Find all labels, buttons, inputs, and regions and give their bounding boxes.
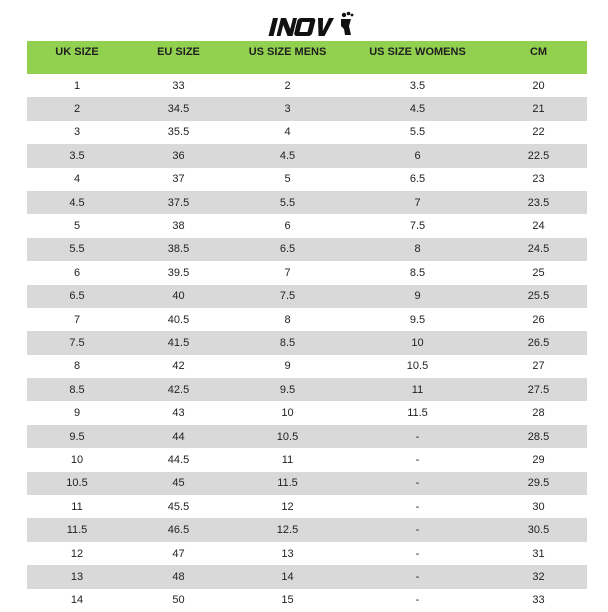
us-mens-cell: 5.5	[230, 191, 345, 214]
table-row	[27, 495, 587, 518]
inov8-logo-icon	[268, 6, 354, 40]
us-womens-cell: 11.5	[345, 401, 490, 424]
table-row	[27, 74, 587, 97]
uk-size-cell: 6	[27, 261, 127, 284]
table-row	[27, 97, 587, 120]
us-womens-cell: 8.5	[345, 261, 490, 284]
table-row	[27, 238, 587, 261]
cm-cell: 26.5	[490, 331, 587, 354]
eu-size-cell: 40.5	[127, 308, 230, 331]
eu-size-cell: 42	[127, 355, 230, 378]
us-mens-cell: 4	[230, 121, 345, 144]
cm-cell: 29	[490, 448, 587, 471]
brand-logo	[268, 6, 354, 40]
us-mens-cell: 7	[230, 261, 345, 284]
us-womens-cell: 6	[345, 144, 490, 167]
us-mens-cell: 6.5	[230, 238, 345, 261]
us-womens-cell: -	[345, 518, 490, 541]
eu-size-cell: 39.5	[127, 261, 230, 284]
uk-size-cell: 6.5	[27, 285, 127, 308]
uk-size-cell: 14	[27, 589, 127, 612]
us-womens-cell: 7.5	[345, 214, 490, 237]
cm-cell: 20	[490, 74, 587, 97]
us-womens-cell: -	[345, 589, 490, 612]
eu-size-cell: 42.5	[127, 378, 230, 401]
uk-size-cell: 4	[27, 168, 127, 191]
uk-size-cell: 5.5	[27, 238, 127, 261]
table-row	[27, 355, 587, 378]
uk-size-cell: 3.5	[27, 144, 127, 167]
us-mens-cell: 12.5	[230, 518, 345, 541]
us-mens-cell: 4.5	[230, 144, 345, 167]
cm-cell: 24.5	[490, 238, 587, 261]
us-mens-cell: 3	[230, 97, 345, 120]
header-cm: CM	[490, 41, 587, 74]
eu-size-cell: 45.5	[127, 495, 230, 518]
table-row	[27, 191, 587, 214]
cm-cell: 21	[490, 97, 587, 120]
eu-size-cell: 50	[127, 589, 230, 612]
cm-cell: 25	[490, 261, 587, 284]
us-womens-cell: -	[345, 472, 490, 495]
us-womens-cell: 5.5	[345, 121, 490, 144]
us-mens-cell: 9.5	[230, 378, 345, 401]
uk-size-cell: 1	[27, 74, 127, 97]
uk-size-cell: 13	[27, 565, 127, 588]
us-womens-cell: 11	[345, 378, 490, 401]
us-mens-cell: 7.5	[230, 285, 345, 308]
us-mens-cell: 13	[230, 542, 345, 565]
eu-size-cell: 37.5	[127, 191, 230, 214]
us-womens-cell: 9.5	[345, 308, 490, 331]
cm-cell: 31	[490, 542, 587, 565]
uk-size-cell: 10.5	[27, 472, 127, 495]
eu-size-cell: 35.5	[127, 121, 230, 144]
size-chart	[27, 41, 587, 612]
cm-cell: 33	[490, 589, 587, 612]
us-womens-cell: 8	[345, 238, 490, 261]
cm-cell: 25.5	[490, 285, 587, 308]
us-womens-cell: -	[345, 542, 490, 565]
uk-size-cell: 10	[27, 448, 127, 471]
us-womens-cell: -	[345, 448, 490, 471]
us-womens-cell: 3.5	[345, 74, 490, 97]
table-row	[27, 285, 587, 308]
cm-cell: 23.5	[490, 191, 587, 214]
cm-cell: 30.5	[490, 518, 587, 541]
us-mens-cell: 10.5	[230, 425, 345, 448]
uk-size-cell: 12	[27, 542, 127, 565]
uk-size-cell: 9.5	[27, 425, 127, 448]
table-row	[27, 214, 587, 237]
table-row	[27, 401, 587, 424]
table-row	[27, 308, 587, 331]
cm-cell: 22	[490, 121, 587, 144]
us-womens-cell: 9	[345, 285, 490, 308]
table-row	[27, 518, 587, 541]
eu-size-cell: 44.5	[127, 448, 230, 471]
uk-size-cell: 9	[27, 401, 127, 424]
cm-cell: 28.5	[490, 425, 587, 448]
cm-cell: 26	[490, 308, 587, 331]
us-mens-cell: 9	[230, 355, 345, 378]
eu-size-cell: 34.5	[127, 97, 230, 120]
cm-cell: 30	[490, 495, 587, 518]
header-row	[27, 41, 587, 74]
uk-size-cell: 11	[27, 495, 127, 518]
eu-size-cell: 38	[127, 214, 230, 237]
us-mens-cell: 11.5	[230, 472, 345, 495]
us-womens-cell: 6.5	[345, 168, 490, 191]
uk-size-cell: 8.5	[27, 378, 127, 401]
eu-size-cell: 45	[127, 472, 230, 495]
eu-size-cell: 40	[127, 285, 230, 308]
eu-size-cell: 46.5	[127, 518, 230, 541]
cm-cell: 32	[490, 565, 587, 588]
cm-cell: 23	[490, 168, 587, 191]
cm-cell: 22.5	[490, 144, 587, 167]
header-eu-size: EU SIZE	[127, 41, 230, 74]
us-womens-cell: 7	[345, 191, 490, 214]
cm-cell: 29.5	[490, 472, 587, 495]
eu-size-cell: 33	[127, 74, 230, 97]
eu-size-cell: 37	[127, 168, 230, 191]
table-row	[27, 331, 587, 354]
uk-size-cell: 8	[27, 355, 127, 378]
eu-size-cell: 38.5	[127, 238, 230, 261]
uk-size-cell: 7	[27, 308, 127, 331]
us-mens-cell: 2	[230, 74, 345, 97]
table-row	[27, 448, 587, 471]
eu-size-cell: 41.5	[127, 331, 230, 354]
table-row	[27, 589, 587, 612]
uk-size-cell: 5	[27, 214, 127, 237]
table-row	[27, 542, 587, 565]
table-row	[27, 565, 587, 588]
us-womens-cell: -	[345, 495, 490, 518]
uk-size-cell: 4.5	[27, 191, 127, 214]
uk-size-cell: 11.5	[27, 518, 127, 541]
eu-size-cell: 44	[127, 425, 230, 448]
uk-size-cell: 2	[27, 97, 127, 120]
us-mens-cell: 10	[230, 401, 345, 424]
cm-cell: 27	[490, 355, 587, 378]
size-table	[27, 41, 587, 612]
table-row	[27, 425, 587, 448]
us-womens-cell: 10.5	[345, 355, 490, 378]
table-row	[27, 261, 587, 284]
us-mens-cell: 6	[230, 214, 345, 237]
table-row	[27, 121, 587, 144]
us-womens-cell: 4.5	[345, 97, 490, 120]
us-mens-cell: 5	[230, 168, 345, 191]
us-womens-cell: -	[345, 425, 490, 448]
header-us-size-mens: US SIZE MENS	[230, 41, 345, 74]
us-womens-cell: -	[345, 565, 490, 588]
us-mens-cell: 12	[230, 495, 345, 518]
table-row	[27, 378, 587, 401]
eu-size-cell: 36	[127, 144, 230, 167]
cm-cell: 28	[490, 401, 587, 424]
header-uk-size: UK SIZE	[27, 41, 127, 74]
cm-cell: 27.5	[490, 378, 587, 401]
uk-size-cell: 7.5	[27, 331, 127, 354]
table-body	[27, 74, 587, 612]
uk-size-cell: 3	[27, 121, 127, 144]
table-row	[27, 168, 587, 191]
table-row	[27, 144, 587, 167]
us-mens-cell: 8.5	[230, 331, 345, 354]
cm-cell: 24	[490, 214, 587, 237]
us-mens-cell: 14	[230, 565, 345, 588]
table-row	[27, 472, 587, 495]
us-womens-cell: 10	[345, 331, 490, 354]
us-mens-cell: 8	[230, 308, 345, 331]
us-mens-cell: 11	[230, 448, 345, 471]
eu-size-cell: 47	[127, 542, 230, 565]
eu-size-cell: 43	[127, 401, 230, 424]
header-us-size-womens: US SIZE WOMENS	[345, 41, 490, 74]
us-mens-cell: 15	[230, 589, 345, 612]
eu-size-cell: 48	[127, 565, 230, 588]
